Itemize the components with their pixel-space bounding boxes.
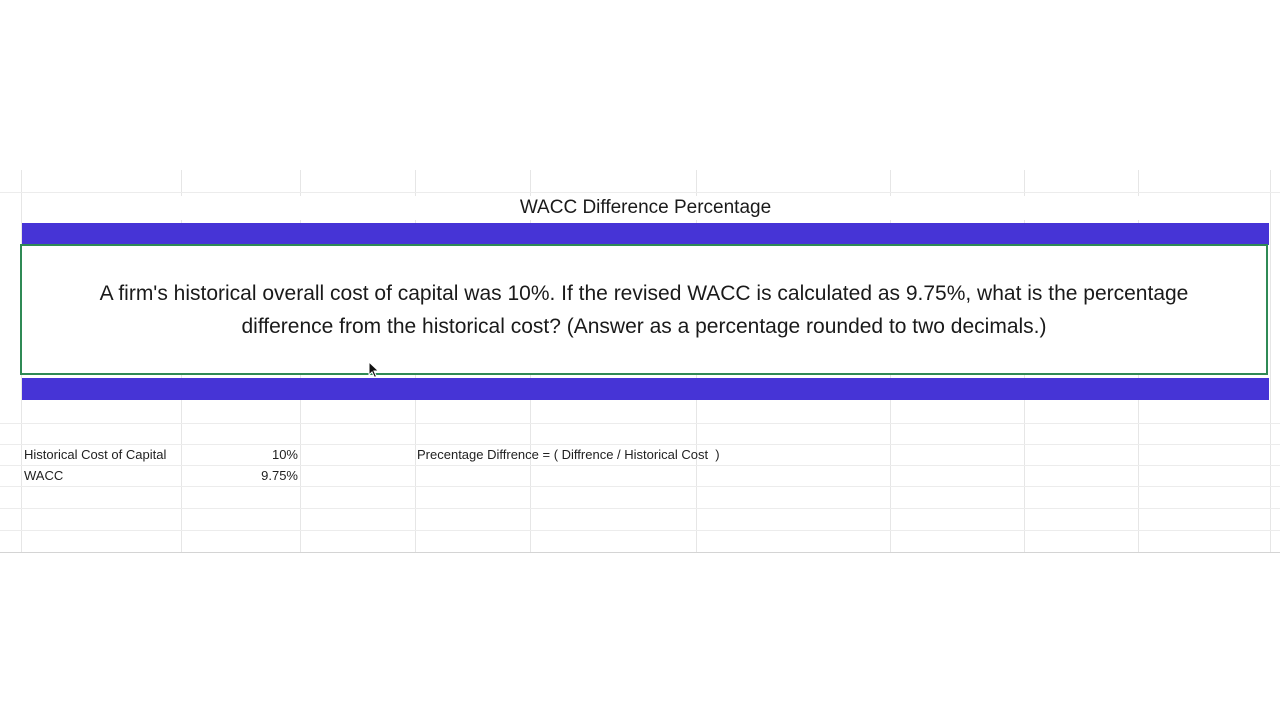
formula-note[interactable]: Precentage Diffrence = ( Diffrence / Historical Cost ) xyxy=(417,447,720,462)
grid-row-line xyxy=(0,465,1280,466)
sheet-title[interactable]: WACC Difference Percentage xyxy=(22,196,1269,220)
grid-column-line xyxy=(1270,170,1271,552)
mouse-pointer-icon xyxy=(368,361,380,379)
historical-cost-label[interactable]: Historical Cost of Capital xyxy=(24,447,167,462)
grid-row-line xyxy=(0,530,1280,531)
spreadsheet-grid[interactable] xyxy=(0,170,1280,553)
footer-band xyxy=(22,378,1269,400)
question-cell[interactable] xyxy=(20,244,1268,375)
question-text: A firm's historical overall cost of capital was 10%. If the revised WACC is calculated as 9.75%, what is the percentage difference from the historical cost? (Answer as a percentage rounded to two decimals.) xyxy=(99,281,1189,338)
grid-row-line xyxy=(0,423,1280,424)
grid-row-line xyxy=(0,444,1280,445)
header-band xyxy=(22,223,1269,245)
grid-row-line xyxy=(0,486,1280,487)
grid-row-line xyxy=(0,192,1280,193)
wacc-label[interactable]: WACC xyxy=(24,468,64,483)
grid-row-line xyxy=(0,508,1280,509)
historical-cost-value[interactable]: 10% xyxy=(271,447,298,462)
wacc-value[interactable]: 9.75% xyxy=(261,468,298,483)
